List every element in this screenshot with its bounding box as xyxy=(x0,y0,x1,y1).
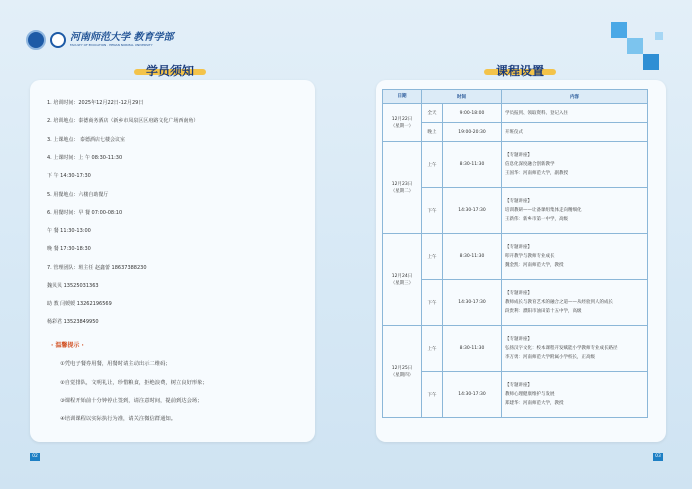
time-cell: 8:30-11:30 xyxy=(443,326,502,372)
notice-card xyxy=(30,80,315,442)
schedule-header-row xyxy=(383,90,648,104)
schedule-table xyxy=(382,89,648,418)
notice-item: 1. 培训时间：2025年12月22日-12月29日 xyxy=(47,100,144,106)
slot-cell: 全天 xyxy=(422,104,443,123)
notice-item: 魏贝贝 13525031363 xyxy=(47,283,99,289)
content-cell: 【专题讲座】 培训教研——让备课组集体走向精细化 王新伟：新乡市第一中学，高级 xyxy=(502,188,648,234)
content-cell: 开班仪式 xyxy=(502,123,648,142)
decor-square xyxy=(627,38,643,54)
tip-item: ③课程开始前十分钟停止签到，请注意时间，提前到达会场； xyxy=(60,398,203,404)
date-cell: 12月24日 （星期三） xyxy=(383,234,422,326)
time-cell: 8:30-11:30 xyxy=(443,142,502,188)
content-cell: 【专题讲座】 叩开教学与教师专业成长 魏金凯：河南师范大学，教授 xyxy=(502,234,648,280)
slot-cell: 下午 xyxy=(422,280,443,326)
header-date: 日期 xyxy=(383,90,422,104)
slot-cell: 上午 xyxy=(422,142,443,188)
time-cell: 19:00-20:30 xyxy=(443,123,502,142)
notice-item: 助 教 闫媛媛 13262196569 xyxy=(47,301,112,307)
notice-title-wrap xyxy=(134,65,206,79)
notice-item: 晚 餐 17:30-18:30 xyxy=(47,246,91,252)
date-cell: 12月25日 （星期四） xyxy=(383,326,422,418)
logo-name: 河南师范大学 教育学部 xyxy=(70,32,174,43)
notice-title: 学员须知 xyxy=(145,64,194,78)
table-row xyxy=(383,123,648,142)
time-cell: 14:30-17:30 xyxy=(443,372,502,418)
time-cell: 14:30-17:30 xyxy=(443,188,502,234)
slot-cell: 上午 xyxy=(422,326,443,372)
table-row xyxy=(383,326,648,372)
tip-item: ④培训课程以实际执行为准，请关注微信群通知。 xyxy=(60,416,176,422)
notice-item: 4. 上课时间：上 午 08:30-11:30 xyxy=(47,155,123,161)
notice-item: 午 餐 11:30-13:00 xyxy=(47,228,91,234)
content-cell: 【专题讲座】 教师成长与教育艺术的融合之道——从经验到人的成长 段贵利：濮阳市油田第十五中学，高级 xyxy=(502,280,648,326)
decor-square xyxy=(611,22,627,38)
tips-title: · 温馨提示 · xyxy=(51,342,84,349)
slot-cell: 下午 xyxy=(422,188,443,234)
table-row xyxy=(383,280,648,326)
schedule-title-wrap xyxy=(484,65,556,79)
notice-item: 6. 用餐时间：早 餐 07:00-08:10 xyxy=(47,210,123,216)
header-content: 内容 xyxy=(502,90,648,104)
notice-item: 3. 上课地点： 泰德酒店七楼会议室 xyxy=(47,137,125,143)
decor-square xyxy=(655,32,663,40)
table-row xyxy=(383,372,648,418)
time-cell: 9:00-18:00 xyxy=(443,104,502,123)
date-cell: 12月23日 （星期二） xyxy=(383,142,422,234)
header-time: 时间 xyxy=(422,90,502,104)
table-row xyxy=(383,142,648,188)
slot-cell: 上午 xyxy=(422,234,443,280)
faculty-emblem-icon xyxy=(50,32,66,48)
slot-cell: 晚上 xyxy=(422,123,443,142)
content-cell: 【专题讲座】 信息化深度融合创新教学 王国华：河南师范大学，副教授 xyxy=(502,142,648,188)
table-row xyxy=(383,104,648,123)
notice-item: 2. 培训地点：泰德商务酒店（新乡市凤泉区区府路文化广场西南角） xyxy=(47,118,199,124)
content-cell: 【专题讲座】 教师心理健康维护与发展 郑建华：河南师范大学，教授 xyxy=(502,372,648,418)
page-number-right: 03 xyxy=(653,453,663,461)
notice-item: 杨彩君 13523849950 xyxy=(47,319,99,325)
time-cell: 14:30-17:30 xyxy=(443,280,502,326)
decor-square xyxy=(643,54,659,70)
page-number-left: 02 xyxy=(30,453,40,461)
notice-item: 下 午 14:30-17:30 xyxy=(47,173,91,179)
notice-item: 7. 管理团队：班主任 赵鑫蕾 18637388230 xyxy=(47,265,147,271)
slot-cell: 下午 xyxy=(422,372,443,418)
university-seal-icon xyxy=(26,30,46,50)
date-cell: 12月22日 （星期一） xyxy=(383,104,422,142)
table-row xyxy=(383,234,648,280)
tip-item: ①凭电子餐券用餐，用餐时请主动出示二维码； xyxy=(60,361,171,367)
logo-english: FACULTY OF EDUCATION · HENAN NORMAL UNIVERSITY xyxy=(70,43,153,47)
schedule-title: 课程设置 xyxy=(495,64,544,78)
content-cell: 学员报到、领取资料、登记入住 xyxy=(502,104,648,123)
tip-item: ②自觉排队，文明礼让，珍惜粮食，拒绝浪费，树立良好形象； xyxy=(60,380,208,386)
time-cell: 8:30-11:30 xyxy=(443,234,502,280)
notice-item: 5. 用餐地点：六楼自助餐厅 xyxy=(47,192,109,198)
table-row xyxy=(383,188,648,234)
content-cell: 【专题讲座】 弘扬汉字文化：校本课程开发赋能小学教师专业成长路径 李万勇：河南师范大学附属小学校长，正高级 xyxy=(502,326,648,372)
logo xyxy=(26,30,173,50)
